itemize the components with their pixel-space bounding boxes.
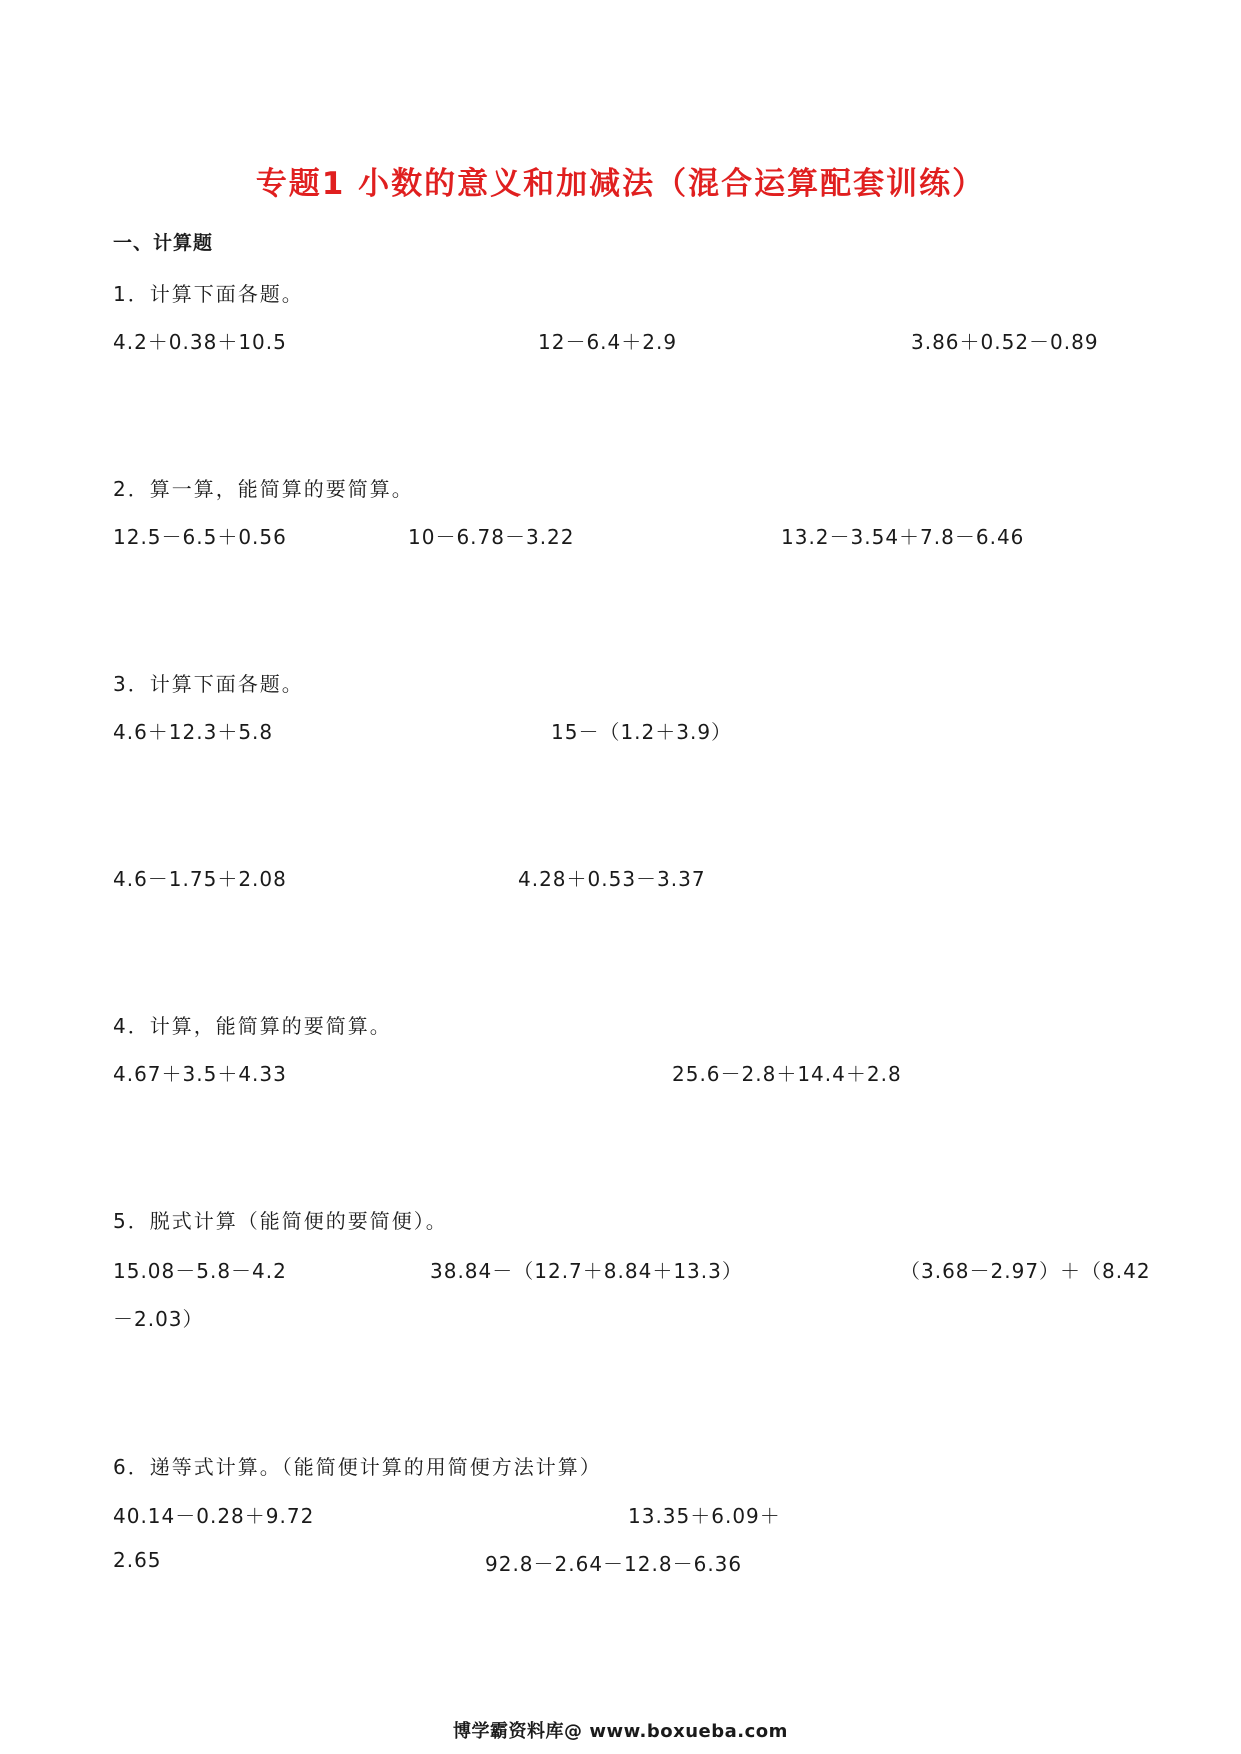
question-1-item-3: 3.86＋0.52－0.89 xyxy=(911,330,1099,354)
question-2-item-3: 13.2－3.54＋7.8－6.46 xyxy=(781,525,1025,549)
question-4-item-1: 4.67＋3.5＋4.33 xyxy=(113,1062,287,1086)
question-6-item-2: 13.35＋6.09＋ xyxy=(628,1504,781,1528)
question-1-item-2: 12－6.4＋2.9 xyxy=(538,330,678,354)
question-6-prompt: 6．递等式计算。（能简便计算的用简便方法计算） xyxy=(113,1455,602,1479)
question-5-item-2: 38.84－（12.7＋8.84＋13.3） xyxy=(430,1259,743,1283)
question-5-item-1: 15.08－5.8－4.2 xyxy=(113,1259,287,1283)
question-6-item-2-continued: 2.65 xyxy=(113,1548,162,1572)
question-3-item-3: 4.6－1.75＋2.08 xyxy=(113,867,287,891)
question-1-item-1: 4.2＋0.38＋10.5 xyxy=(113,330,287,354)
question-5-prompt: 5．脱式计算（能简便的要简便）。 xyxy=(113,1209,448,1233)
question-1-prompt: 1．计算下面各题。 xyxy=(113,282,304,306)
question-2-prompt: 2．算一算，能简算的要简算。 xyxy=(113,477,414,501)
question-5-item-3-continued: －2.03） xyxy=(113,1307,204,1331)
question-3-item-2: 15－（1.2＋3.9） xyxy=(551,720,733,744)
question-4-item-2: 25.6－2.8＋14.4＋2.8 xyxy=(672,1062,902,1086)
section-heading: 一、计算题 xyxy=(113,232,214,254)
question-4-prompt: 4．计算，能简算的要简算。 xyxy=(113,1014,392,1038)
question-2-item-2: 10－6.78－3.22 xyxy=(408,525,575,549)
question-2-item-1: 12.5－6.5＋0.56 xyxy=(113,525,287,549)
question-3-prompt: 3．计算下面各题。 xyxy=(113,672,304,696)
question-3-item-4: 4.28＋0.53－3.37 xyxy=(518,867,706,891)
question-6-item-3: 92.8－2.64－12.8－6.36 xyxy=(485,1552,743,1576)
page-title: 专题1 小数的意义和加减法（混合运算配套训练） xyxy=(255,166,986,202)
footer-watermark: 博学霸资料库@ www.boxueba.com xyxy=(453,1721,788,1742)
question-3-item-1: 4.6＋12.3＋5.8 xyxy=(113,720,274,744)
question-6-item-1: 40.14－0.28＋9.72 xyxy=(113,1504,315,1528)
question-5-item-3: （3.68－2.97）＋（8.42 xyxy=(900,1259,1151,1283)
